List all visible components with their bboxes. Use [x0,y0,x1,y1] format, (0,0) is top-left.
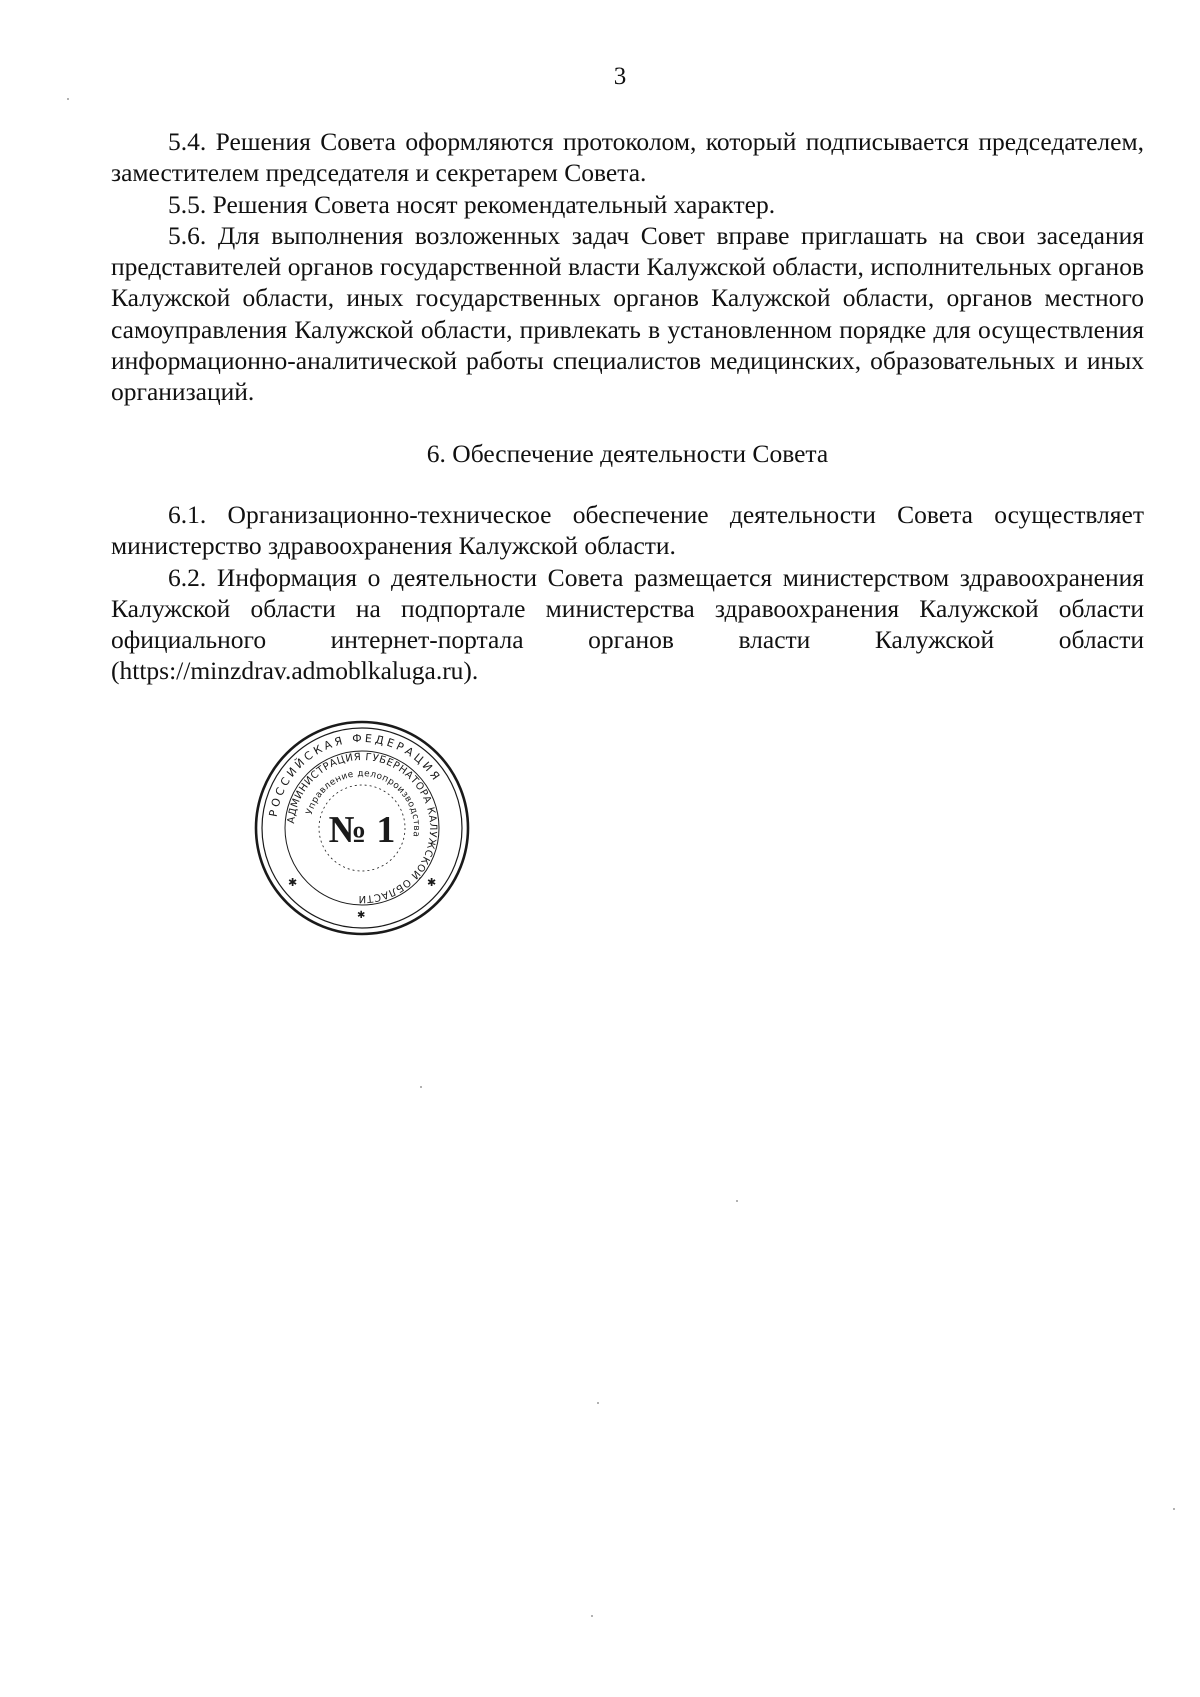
seal-star-icon: ✱ [288,876,298,889]
seal-inner-text: Управление делопроизводства [304,768,422,838]
page-number: 3 [613,63,627,90]
seal-outer-text: РОССИЙСКАЯ ФЕДЕРАЦИЯ [266,731,444,818]
paragraph-5-5: 5.5. Решения Совета носят рекомендательный характер. [168,189,776,219]
seal-center-number: № 1 [328,809,396,851]
seal-star-icon: ✱ [427,876,437,889]
paragraph-6-1: 6.1. Организационно-техническое обеспечение деятельности Совета осуществляет министерство здравоохранения Калужской области. [111,499,1144,561]
scan-speck [1173,1508,1175,1510]
paragraph-6-2: 6.2. Информация о деятельности Совета размещается министерством здравоохранения Калужской области на подпортале министерства здравоохранения Калужской области официального интернет-портала органов власти Калужской области (https://minzdrav.admoblkaluga.ru). [111,562,1144,686]
seal-middle-text: АДМИНИСТРАЦИЯ ГУБЕРНАТОРА КАЛУЖСКОЙ ОБЛАСТИ [286,751,439,905]
paragraph-5-4: 5.4. Решения Совета оформляются протоколом, который подписывается председателем, заместителем председателя и секретарем Совета. [111,127,1144,188]
seal-graphic [251,718,473,938]
scan-speck [420,1086,422,1088]
scan-speck [736,1200,738,1202]
official-seal [251,718,473,938]
section-heading: 6. Обеспечение деятельности Совета [426,438,829,468]
seal-star-icon: ✱ [357,910,366,921]
scan-speck [597,1402,599,1404]
document-body [111,126,1144,687]
scan-speck [67,98,69,100]
paragraph-5-6: 5.6. Для выполнения возложенных задач Совет вправе приглашать на свои заседания представителей органов государственной власти Калужской области, исполнительных органов Калужской области, иных государственных органов Калужской области, органов местного самоуправления Калужской области, привлекать в установленном порядке для осуществления информационно-аналитической работы специалистов медицинских, образовательных и иных организаций. [111,220,1144,407]
scan-speck [591,1615,593,1617]
